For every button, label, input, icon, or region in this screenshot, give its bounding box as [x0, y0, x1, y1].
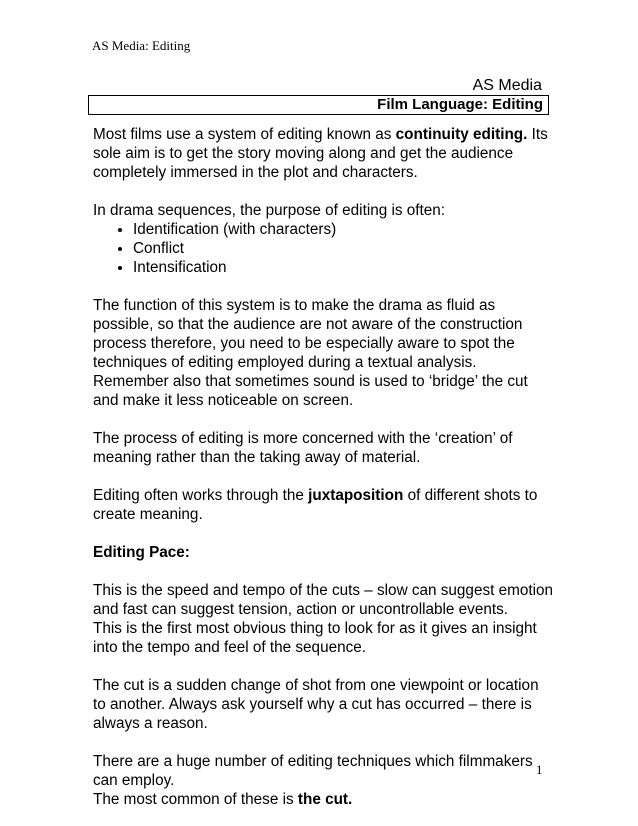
- techniques-line-2: [93, 790, 555, 809]
- editing-purpose-list: [93, 220, 555, 277]
- pace-line-2: This is the first most obvious thing to look for as it gives an insight into the tempo and feel of the sequence.: [93, 620, 537, 656]
- techniques-line-1: There are a huge number of editing techniques which filmmakers can employ.: [93, 753, 533, 789]
- techniques-text-before: The most common of these is: [93, 791, 298, 808]
- page-number: 1: [536, 762, 543, 777]
- intro-text-after: Its sole aim is to get the story moving along and get the audience completely immersed in the plot and characters.: [93, 126, 548, 181]
- list-item: • Identification (with characters): [133, 220, 555, 239]
- editing-pace-heading: Editing Pace:: [93, 544, 190, 561]
- juxtaposition-term: juxtaposition: [308, 487, 404, 504]
- list-item: • Intensification: [133, 258, 555, 277]
- process-paragraph: The process of editing is more concerned with the ‘creation’ of meaning rather than the taking away of material.: [93, 430, 513, 466]
- title-block: [88, 77, 549, 115]
- pace-line-1: This is the speed and tempo of the cuts – slow can suggest emotion and fast can suggest tension, action or uncontrollable events.: [93, 582, 554, 618]
- the-cut-term: the cut.: [297, 791, 353, 808]
- document-body: [93, 125, 555, 809]
- continuity-editing-term: continuity editing.: [395, 126, 528, 143]
- drama-lead: In drama sequences, the purpose of editing is often:: [93, 202, 446, 219]
- document-subject: AS Media: [472, 77, 542, 94]
- juxta-text-after: of different shots to create meaning.: [93, 487, 538, 523]
- function-paragraph: The function of this system is to make the drama as fluid as possible, so that the audience are not aware of the construction process therefore, you need to be especially aware to spot the techniques of editing employed during a textual analysis. Remember also that sometimes sound is used to ‘bridge’ the cut and make it less noticeable on screen.: [93, 297, 528, 409]
- juxta-text-before: Editing often works through the: [93, 487, 309, 504]
- document-title: Film Language: Editing: [88, 95, 549, 115]
- intro-paragraph: [93, 125, 555, 182]
- cut-paragraph: The cut is a sudden change of shot from one viewpoint or location to another. Always ask yourself why a cut has occurred – there is always a reason.: [93, 677, 539, 732]
- running-header: AS Media: Editing: [92, 38, 191, 53]
- list-item: • Conflict: [133, 239, 555, 258]
- juxtaposition-paragraph: [93, 486, 555, 524]
- intro-text-before: Most films use a system of editing known as: [93, 126, 396, 143]
